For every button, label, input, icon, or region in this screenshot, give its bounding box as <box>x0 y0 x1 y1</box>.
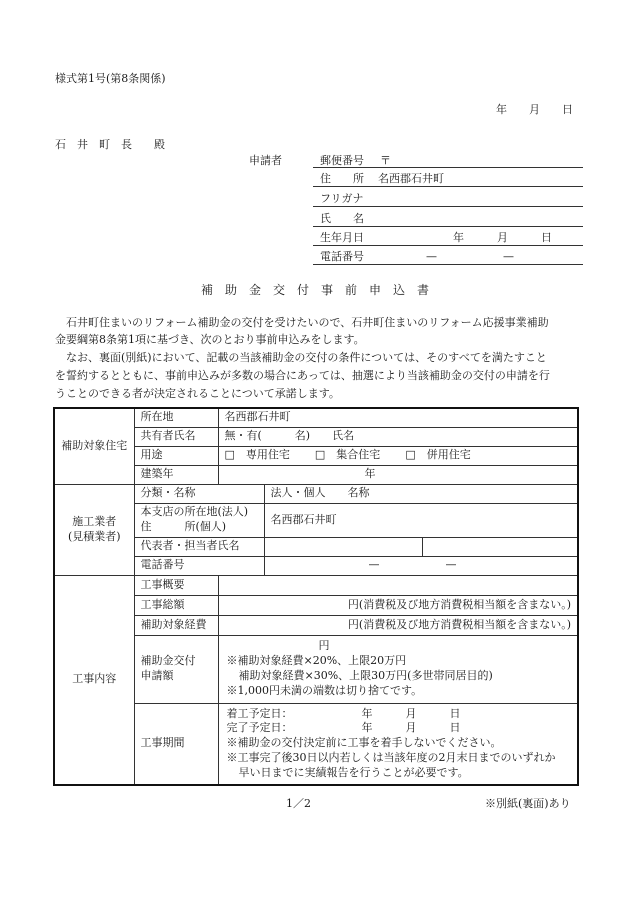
coowner-value: 無・有( 名) 氏名 <box>218 427 578 446</box>
contractor-category-line2: (見積業者) <box>67 529 121 543</box>
address-underline <box>313 186 583 187</box>
name-label: 氏 名 <box>320 212 364 225</box>
built-value: 年 <box>218 465 578 484</box>
birth-value: 年 月 日 <box>453 231 552 244</box>
contractor-category <box>54 484 134 575</box>
para2-line2: を誓約するとともに、事前申込みが多数の場合にあっては、抽選により当該補助金の交付の申請を行 <box>55 369 550 382</box>
period-note2: ※工事完了後30日以内若しくは当該年度の2月末日までのいずれか <box>226 751 556 765</box>
usage-label: 用途 <box>134 446 218 465</box>
page-number: 1／2 <box>286 797 311 810</box>
postal-underline <box>313 167 583 168</box>
phone-label: 電話番号 <box>320 250 364 263</box>
subsidy-label-line1: 補助金交付 <box>140 654 196 668</box>
address-label: 住 所 <box>320 172 364 185</box>
para1-line2: 金要綱第8条第1項に基づき、次のとおり事前申込みをします。 <box>55 333 365 346</box>
office-value: 名西郡石井町 <box>264 503 578 537</box>
overview-label: 工事概要 <box>134 575 218 595</box>
class-label: 分類・名称 <box>134 484 264 503</box>
rep-name-cell <box>264 537 422 556</box>
application-table <box>53 407 579 786</box>
usage-options <box>218 446 578 465</box>
postal-label: 郵便番号 <box>320 154 364 167</box>
postal-mark: 〒 <box>380 154 391 167</box>
birth-underline <box>313 245 583 246</box>
office-label <box>134 503 264 537</box>
contractor-category-line1: 施工業者 <box>72 514 117 528</box>
name-underline <box>313 226 583 227</box>
subsidy-note3: ※1,000円未満の端数は切り捨てです。 <box>226 683 423 697</box>
subsidy-note1: ※補助対象経費×20%、上限20万円 <box>226 654 407 668</box>
subsidy-note2: 補助対象経費×30%、上限30万円(多世帯同居目的) <box>238 669 493 682</box>
para2-line3: うことのできる者が決定されることについて承諾します。 <box>55 387 340 400</box>
period-label: 工事期間 <box>134 703 218 785</box>
location-value: 名西郡石井町 <box>218 408 578 427</box>
address-value: 名西郡石井町 <box>378 172 444 185</box>
eligible-label: 補助対象経費 <box>134 615 218 635</box>
total-value: 円(消費税及び地方消費税相当額を含まない。) <box>218 595 578 615</box>
rep-extra-cell <box>422 537 578 556</box>
end-value: 年 月 日 <box>361 721 461 735</box>
total-label: 工事総額 <box>134 595 218 615</box>
date-line: 年 月 日 <box>496 103 573 116</box>
contractor-class-row <box>54 484 578 503</box>
usage-option-apartment[interactable]: □ 集合住宅 <box>314 448 381 462</box>
start-line <box>227 707 572 722</box>
period-note1: ※補助金の交付決定前に工事を着手しないでください。 <box>226 736 502 750</box>
subsidy-value <box>218 635 578 703</box>
subsidy-label-line2: 申請額 <box>140 669 174 682</box>
contractor-phone-label: 電話番号 <box>134 556 264 575</box>
contractor-phone-value: — — <box>264 556 578 575</box>
phone-value: — — <box>426 250 514 263</box>
work-category: 工事内容 <box>54 575 134 785</box>
subsidy-yen: 円 <box>318 639 330 653</box>
subsidy-label <box>134 635 218 703</box>
class-value: 法人・個人 名称 <box>264 484 578 503</box>
birth-label: 生年月日 <box>320 231 364 244</box>
furigana-label: フリガナ <box>320 192 364 205</box>
period-value <box>218 703 578 785</box>
end-line <box>227 721 572 736</box>
document-title: 補 助 金 交 付 事 前 申 込 書 <box>200 283 429 297</box>
phone-underline <box>313 264 583 265</box>
start-value: 年 月 日 <box>361 706 461 720</box>
built-label: 建築年 <box>134 465 218 484</box>
location-label: 所在地 <box>134 408 218 427</box>
rep-label: 代表者・担当者氏名 <box>134 537 264 556</box>
usage-option-detached[interactable]: □ 専用住宅 <box>224 448 290 462</box>
form-number: 様式第1号(第8条関係) <box>55 72 166 85</box>
start-label: 着工予定日： <box>226 706 293 720</box>
usage-option-mixed[interactable]: □ 併用住宅 <box>405 448 471 462</box>
applicant-label: 申請者 <box>249 154 282 167</box>
overview-value <box>218 575 578 595</box>
office-label-line2: 住 所(個人) <box>140 520 227 533</box>
work-overview-row <box>54 575 578 595</box>
housing-category: 補助対象住宅 <box>54 408 134 484</box>
eligible-value: 円(消費税及び地方消費税相当額を含まない。) <box>218 615 578 635</box>
para1-line1: 石井町住まいのリフォーム補助金の交付を受けたいので、石井町住まいのリフォーム応援事業補助 <box>66 316 549 329</box>
end-label: 完了予定日： <box>226 721 293 735</box>
coowner-label: 共有者氏名 <box>134 427 218 446</box>
addressee: 石 井 町 長 殿 <box>55 138 165 151</box>
office-label-line1: 本支店の所在地(法人) <box>140 505 249 519</box>
furigana-underline <box>313 206 583 207</box>
housing-location-row <box>54 408 578 427</box>
attachment-note: ※別紙(裏面)あり <box>485 797 571 810</box>
para2-line1: なお、裏面(別紙)において、記載の当該補助金の交付の条件については、そのすべてを満たすこと <box>66 351 547 364</box>
period-note3: 早い日までに実績報告を行うことが必要です。 <box>238 766 469 780</box>
